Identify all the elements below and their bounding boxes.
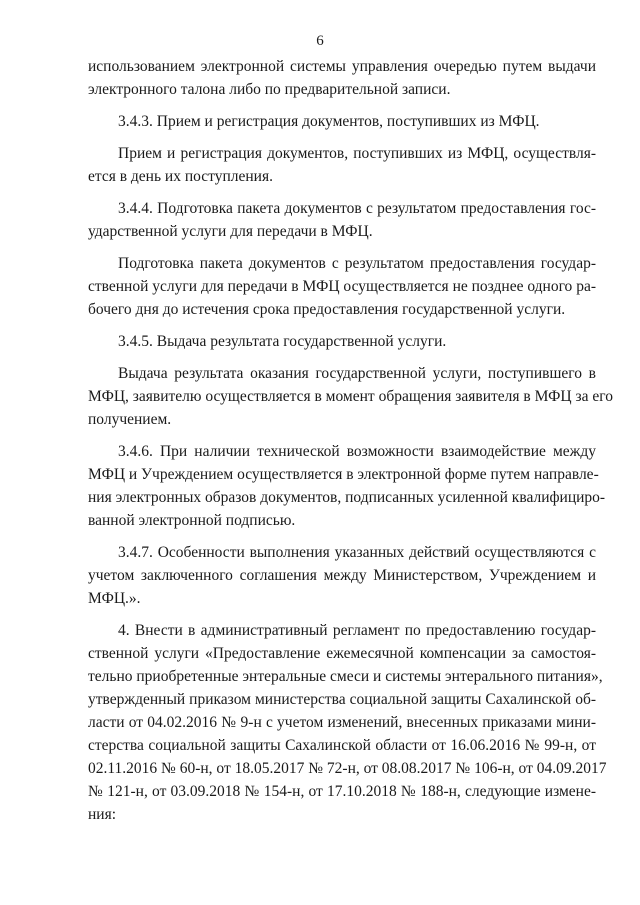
text-line: электронного талона либо по предварительной записи. <box>88 81 451 98</box>
text-line: ванной электронной подписью. <box>88 512 296 529</box>
section-heading: ударственной услуги для передачи в МФЦ. <box>88 223 373 240</box>
text-line: использованием электронной системы управления очередью путем выдачи <box>88 58 596 75</box>
text-line: 4. Внести в административный регламент по предоставлению государ- <box>118 622 596 639</box>
text-line: тельно приобретенные энтеральные смеси и системы энтерального питания», <box>88 668 603 685</box>
document-body <box>88 55 613 826</box>
text-line: Прием и регистрация документов, поступивших из МФЦ, осуществля- <box>118 145 596 162</box>
text-line: ния электронных образов документов, подписанных усиленной квалифициро- <box>88 489 606 506</box>
text-line: утвержденный приказом министерства социальной защиты Сахалинской об- <box>88 691 596 708</box>
text-line: 02.11.2016 № 60-н, от 18.05.2017 № 72-н, от 08.08.2017 № 106-н, от 04.09.2017 <box>88 760 607 777</box>
text-line: получением. <box>88 411 172 428</box>
text-line: № 121-н, от 03.09.2018 № 154-н, от 17.10.2018 № 188-н, следующие измене- <box>88 783 596 800</box>
text-line: учетом заключенного соглашения между Министерством, Учреждением и <box>88 567 596 584</box>
text-line: ственной услуги «Предоставление ежемесячной компенсации за самостоя- <box>88 645 596 662</box>
text-line: 3.4.7. Особенности выполнения указанных действий осуществляются с <box>118 544 596 561</box>
text-line: МФЦ и Учреждением осуществляется в электронной форме путем направле- <box>88 466 599 483</box>
text-line: ласти от 04.02.2016 № 9-н с учетом изменений, внесенных приказами мини- <box>88 714 596 731</box>
text-line: Подготовка пакета документов с результатом предоставления государ- <box>118 255 596 272</box>
text-line: ется в день их поступления. <box>88 168 273 185</box>
section-heading: 3.4.4. Подготовка пакета документов с результатом предоставления гос- <box>118 200 596 217</box>
text-line: стерства социальной защиты Сахалинской области от 16.06.2016 № 99-н, от <box>88 737 596 754</box>
page-number: 6 <box>316 33 324 49</box>
text-line: Выдача результата оказания государственной услуги, поступившего в <box>118 365 596 382</box>
text-line: МФЦ.». <box>88 590 141 607</box>
section-heading: 3.4.3. Прием и регистрация документов, поступивших из МФЦ. <box>118 113 540 130</box>
section-heading: 3.4.5. Выдача результата государственной услуги. <box>118 333 447 350</box>
text-line: 3.4.6. При наличии технической возможности взаимодействие между <box>118 443 596 460</box>
text-line: бочего дня до истечения срока предоставления государственной услуги. <box>88 301 566 318</box>
text-line: ния: <box>88 806 117 823</box>
text-line: ственной услуги для передачи в МФЦ осуществляется не позднее одного ра- <box>88 278 596 295</box>
text-line: МФЦ, заявителю осуществляется в момент обращения заявителя в МФЦ за его <box>88 388 613 405</box>
